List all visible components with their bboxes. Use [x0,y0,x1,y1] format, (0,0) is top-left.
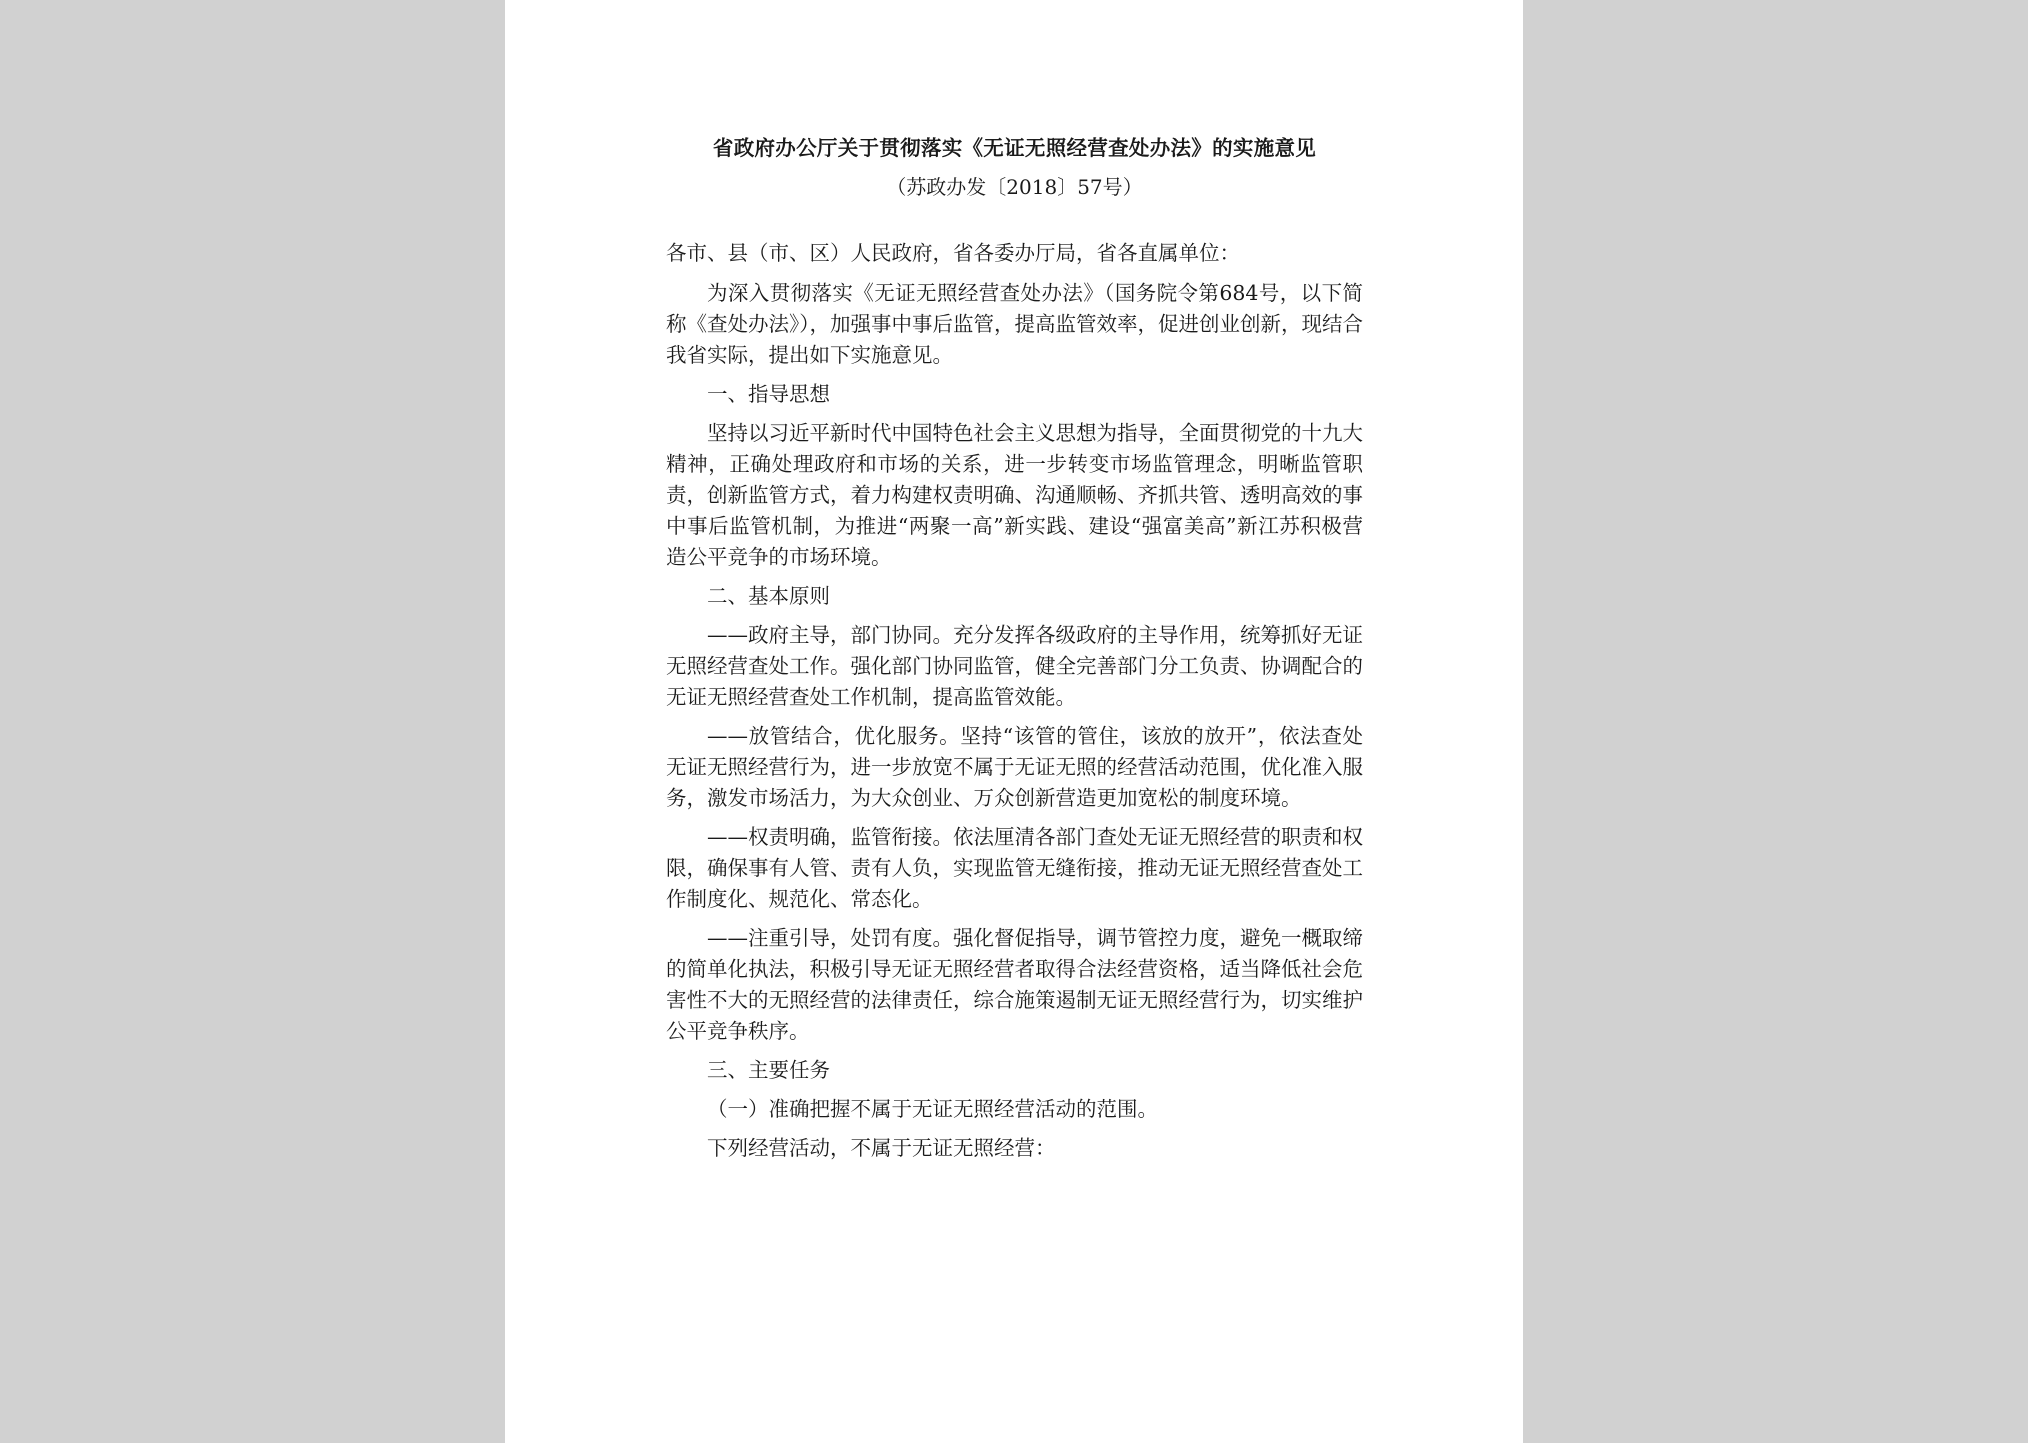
principle-paragraph: ——政府主导，部门协同。充分发挥各级政府的主导作用，统筹抓好无证无照经营查处工作。强化部门协同监管，健全完善部门分工负责、协调配合的无证无照经营查处工作机制，提高监管效能。 [666,623,1363,709]
principle-paragraph: ——放管结合，优化服务。坚持“该管的管住，该放的放开”，依法查处无证无照经营行为，进一步放宽不属于无证无照的经营活动范围，优化准入服务，激发市场活力，为大众创业、万众创新营造更加宽松的制度环境。 [666,724,1363,810]
salutation: 各市、县（市、区）人民政府，省各委办厅局，省各直属单位： [666,241,1240,265]
document-title: 省政府办公厅关于贯彻落实《无证无照经营查处办法》的实施意见 [712,136,1317,160]
guiding-ideology-paragraph: 坚持以习近平新时代中国特色社会主义思想为指导，全面贯彻党的十九大精神，正确处理政府和市场的关系，进一步转变市场监管理念，明晰监管职责，创新监管方式，着力构建权责明确、沟通顺畅、齐抓共管、透明高效的事中事后监管机制，为推进“两聚一高”新实践、建设“强富美高”新江苏积极营造公平竞争的市场环境。 [666,421,1363,569]
section-heading-guiding-ideology: 一、指导思想 [707,382,830,406]
section-heading-main-tasks: 三、主要任务 [707,1058,830,1082]
intro-paragraph: 为深入贯彻落实《无证无照经营查处办法》（国务院令第684号，以下简称《查处办法》），加强事中事后监管，提高监管效率，促进创业创新，现结合我省实际，提出如下实施意见。 [666,281,1363,367]
document-body [666,238,1363,1164]
section-heading-basic-principles: 二、基本原则 [707,584,830,608]
principle-paragraph: ——注重引导，处罚有度。强化督促指导，调节管控力度，避免一概取缔的简单化执法，积极引导无证无照经营者取得合法经营资格，适当降低社会危害性不大的无照经营的法律责任，综合施策遏制无证无照经营行为，切实维护公平竞争秩序。 [666,926,1363,1043]
subsection-heading: （一）准确把握不属于无证无照经营活动的范围。 [707,1097,1158,1121]
principle-paragraph: ——权责明确，监管衔接。依法厘清各部门查处无证无照经营的职责和权限，确保事有人管、责有人负，实现监管无缝衔接，推动无证无照经营查处工作制度化、规范化、常态化。 [666,825,1363,911]
document-number: （苏政办发〔2018〕57号） [886,175,1143,199]
document-page [505,0,1523,1443]
body-paragraph: 下列经营活动，不属于无证无照经营： [707,1136,1056,1160]
